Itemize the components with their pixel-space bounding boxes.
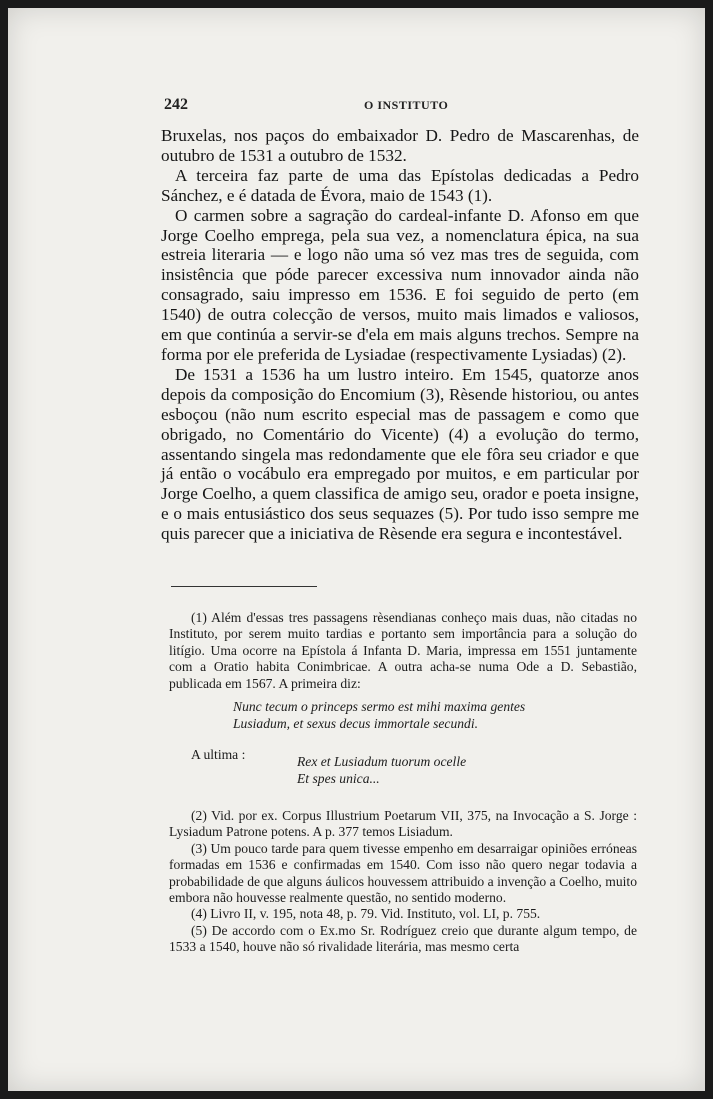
- footnotes: [169, 610, 637, 955]
- paragraph-3: O carmen sobre a sagração do cardeal-infante D. Afonso em que Jorge Coelho emprega, pela sua vez, a nomenclatura épica, na sua estreia literaria — e logo não uma só vez mas tres de seguida, com insistência que póde parecer excessiva num innovador ainda não consagrado, saiu impresso em 1536. E foi seguido de perto (em 1540) de outra colecção de versos, muito mais limados e valiosos, em que continúa a servir-se d'ela em mais alguns trechos. Sempre na forma por ele preferida de Lysiadae (respectivamente Lysiadas) (2).: [161, 205, 639, 364]
- footnote-1: (1) Além d'essas tres passagens rèsendianas conheço mais duas, não citadas no Instituto, por serem muito tardias e portanto sem importância para a solução do litígio. Uma ocorre na Epístola á Infanta D. Maria, impressa em 1551 juntamente com a Oratio habita Conimbricae. A outra acha-se numa Ode a D. Sebastião, publicada em 1567. A primeira diz:: [169, 610, 637, 691]
- footnote-4: (4) Livro II, v. 195, nota 48, p. 79. Vid. Instituto, vol. LI, p. 755.: [191, 906, 541, 922]
- verse-quote-2: [297, 753, 627, 787]
- footnote-divider: [171, 586, 317, 587]
- verse-line: Nunc tecum o princeps sermo est mihi maxima gentes: [233, 699, 526, 714]
- paragraph-2: A terceira faz parte de uma das Epístolas dedicadas a Pedro Sánchez, e é datada de Évora, maio de 1543 (1).: [161, 165, 639, 205]
- paragraph-4: De 1531 a 1536 ha um lustro inteiro. Em 1545, quatorze anos depois da composição do Encomium (3), Rèsende historiou, ou antes esboçou (não num escrito especial mas de passagem e como que obrigado, no Comentário do Vicente) (4) a evolução do termo, assentando singela mas redondamente que ele fôra seu criador e que já então o vocábulo era empregado por muitos, e em particular por Jorge Coelho, a quem classifica de amigo seu, orador e poeta insigne, e o mais entusiástico dos seus sequazes (5). Por tudo isso sempre me quis parecer que a iniciativa de Rèsende era segura e incontestável.: [161, 364, 639, 544]
- book-page: [8, 8, 705, 1091]
- verse-quote-1: [233, 698, 633, 732]
- page-number: 242: [164, 96, 188, 113]
- running-title: O INSTITUTO: [364, 98, 449, 112]
- verse-intro: A ultima :: [191, 747, 246, 762]
- verse-line: Lusiadum, et sexus decus immortale secundi.: [233, 716, 479, 731]
- verse-line: Rex et Lusiadum tuorum ocelle: [297, 754, 467, 769]
- footnote-3: (3) Um pouco tarde para quem tivesse empenho em desarraigar opiniões erróneas formadas em 1536 e confirmadas em 1540. Com isso não quero negar todavia a probabilidade de que alguns áulicos houvessem attribuido a invenção a Coelho, muito embora não houvesse realmente questão, no sentido moderno.: [169, 840, 637, 906]
- footnotes-continued: [169, 808, 637, 956]
- main-text: [161, 126, 639, 544]
- paragraph-1: Bruxelas, nos paços do embaixador D. Pedro de Mascarenhas, de outubro de 1531 a outubro de 1532.: [161, 126, 639, 165]
- footnote-2: (2) Vid. por ex. Corpus Illustrium Poetarum VII, 375, na Invocação a S. Jorge : Lysiadum Patrone potens. A p. 377 temos Lisiadum.: [169, 808, 637, 840]
- footnote-5: (5) De accordo com o Ex.mo Sr. Rodríguez creio que durante algum tempo, de 1533 a 1540, houve não só rivalidade literária, mas mesmo certa: [169, 922, 637, 955]
- verse-line: Et spes unica...: [297, 771, 380, 786]
